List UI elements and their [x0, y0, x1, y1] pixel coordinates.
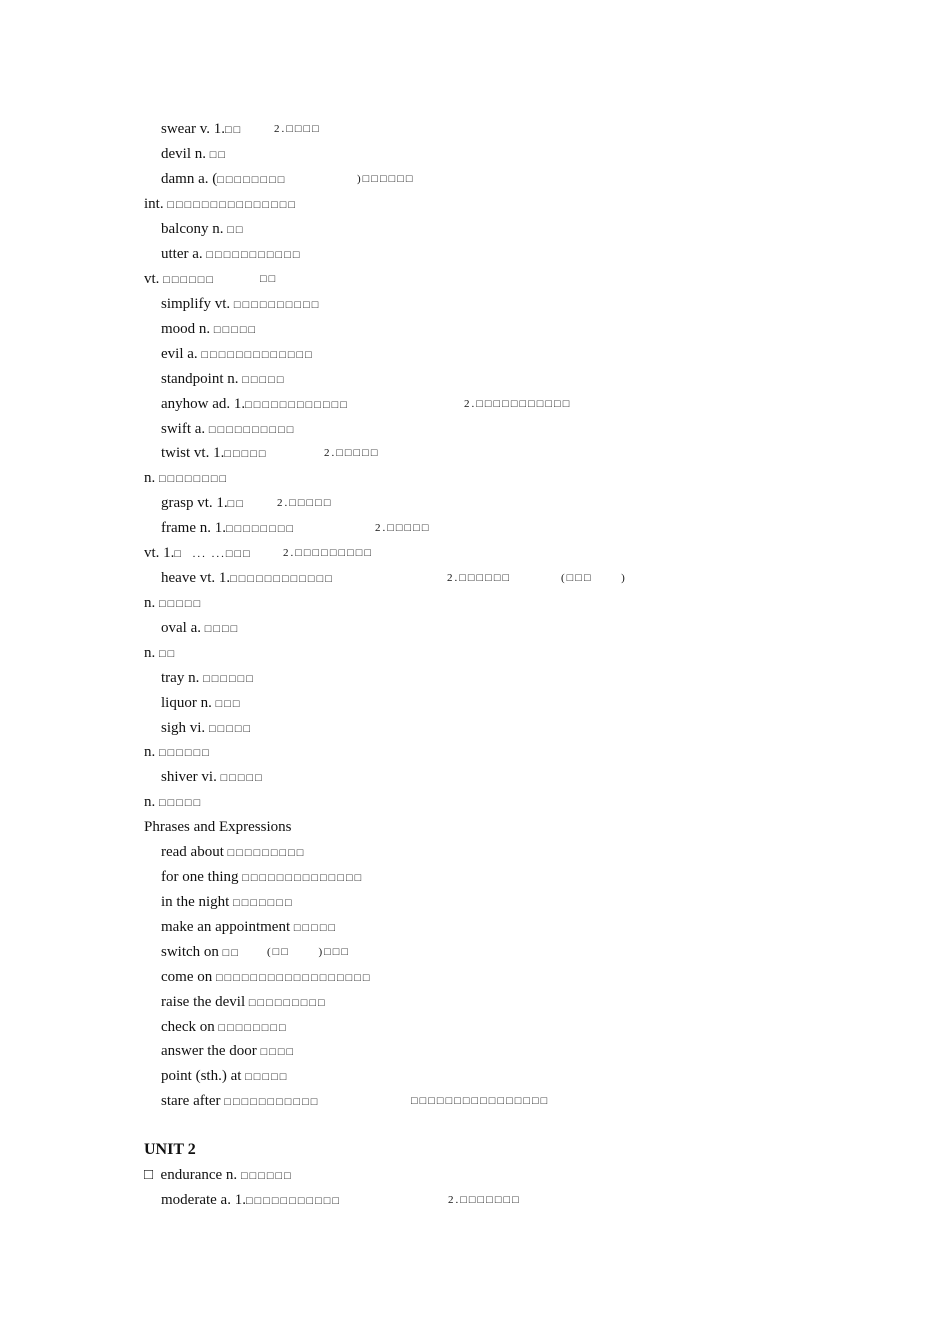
entry-frame-vt: vt. 1.□ ... ...□□□ 2.□□□□□□□□□ — [144, 545, 374, 561]
entry-heave-n: n. □□□□□ — [144, 595, 203, 611]
phrase-check-on: check on □□□□□□□□ — [161, 1019, 288, 1035]
phrase-answer-the-door: answer the door □□□□ — [161, 1043, 296, 1059]
entry-mood: mood n. □□□□□ — [161, 321, 258, 337]
entry-shiver-n: n. □□□□□ — [144, 794, 203, 810]
entry-balcony: balcony n. □□ — [161, 221, 245, 237]
entry-heave: heave vt. 1.□□□□□□□□□□□□ 2.□□□□□□ (□□□ ) — [161, 570, 627, 586]
entry-damn-int: int. □□□□□□□□□□□□□□□ — [144, 196, 298, 212]
entry-oval-n: n. □□ — [144, 645, 177, 661]
unit-heading: UNIT 2 — [144, 1141, 196, 1158]
phrase-stare-after: stare after □□□□□□□□□□□ □□□□□□□□□□□□□□□□ — [161, 1093, 550, 1109]
entry-sigh-n: n. □□□□□□ — [144, 744, 211, 760]
entry-simplify: simplify vt. □□□□□□□□□□ — [161, 296, 321, 312]
entry-liquor: liquor n. □□□ — [161, 695, 242, 711]
entry-tray: tray n. □□□□□□ — [161, 670, 255, 686]
phrase-raise-the-devil: raise the devil □□□□□□□□□ — [161, 994, 327, 1010]
entry-twist: twist vt. 1.□□□□□ 2.□□□□□ — [161, 445, 380, 461]
entry-moderate: moderate a. 1.□□□□□□□□□□□ 2.□□□□□□□ — [161, 1192, 521, 1208]
entry-swear: swear v. 1.□□ 2.□□□□ — [161, 121, 321, 137]
phrase-for-one-thing: for one thing □□□□□□□□□□□□□□ — [161, 869, 364, 885]
phrase-in-the-night: in the night □□□□□□□ — [161, 894, 294, 910]
entry-standpoint: standpoint n. □□□□□ — [161, 371, 286, 387]
entry-shiver: shiver vi. □□□□□ — [161, 769, 264, 785]
section-heading-phrases: Phrases and Expressions — [144, 819, 292, 835]
phrase-read-about: read about □□□□□□□□□ — [161, 844, 306, 860]
phrase-point-at: point (sth.) at □□□□□ — [161, 1068, 289, 1084]
entry-damn: damn a. (□□□□□□□□ )□□□□□□ — [161, 171, 415, 187]
entry-sigh: sigh vi. □□□□□ — [161, 720, 253, 736]
entry-twist-n: n. □□□□□□□□ — [144, 470, 229, 486]
phrase-come-on: come on □□□□□□□□□□□□□□□□□□ — [161, 969, 372, 985]
entry-anyhow: anyhow ad. 1.□□□□□□□□□□□□ 2.□□□□□□□□□□□ — [161, 396, 572, 412]
entry-evil: evil a. □□□□□□□□□□□□□ — [161, 346, 314, 362]
entry-devil: devil n. □□ — [161, 146, 228, 162]
entry-utter: utter a. □□□□□□□□□□□ — [161, 246, 302, 262]
entry-grasp: grasp vt. 1.□□ 2.□□□□□ — [161, 495, 333, 511]
phrase-make-an-appointment: make an appointment □□□□□ — [161, 919, 338, 935]
entry-oval: oval a. □□□□ — [161, 620, 240, 636]
entry-frame: frame n. 1.□□□□□□□□ 2.□□□□□ — [161, 520, 431, 536]
entry-utter-vt: vt. □□□□□□ □□ — [144, 271, 278, 287]
phrase-switch-on: switch on □□ (□□ )□□□ — [161, 944, 351, 960]
entry-endurance: □ endurance n. □□□□□□ — [144, 1167, 293, 1183]
entry-swift: swift a. □□□□□□□□□□ — [161, 421, 296, 437]
